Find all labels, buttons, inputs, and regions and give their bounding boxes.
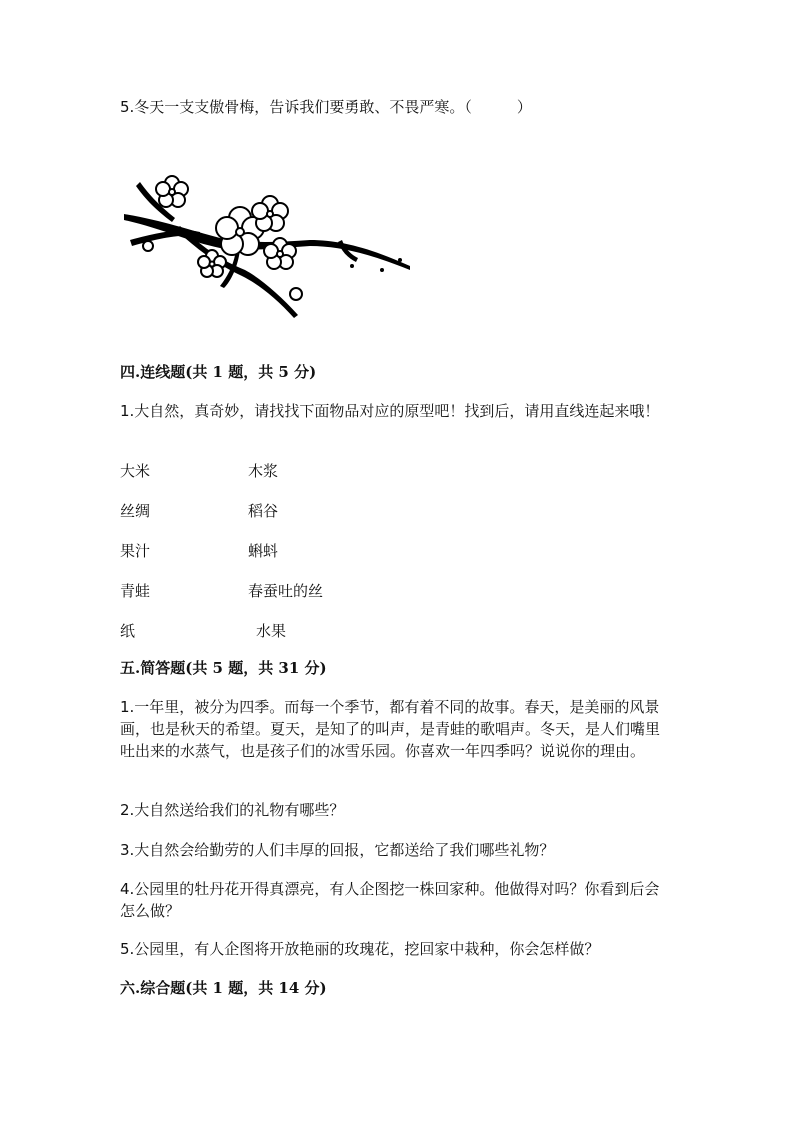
short-answer-question-3: 3.大自然会给勤劳的人们丰厚的回报，它都送给了我们哪些礼物？ (120, 841, 555, 859)
match-right-item: 木浆 (248, 462, 279, 480)
match-left-item: 果汁 (120, 542, 151, 560)
match-right-item: 春蚕吐的丝 (248, 582, 324, 600)
match-left-item: 丝绸 (120, 502, 151, 520)
section-5-heading: 五.简答题(共 5 题，共 31 分) (120, 659, 327, 677)
match-left-item: 纸 (120, 622, 136, 640)
section-4-heading: 四.连线题(共 1 题，共 5 分) (120, 363, 317, 381)
match-left-item: 青蛙 (120, 582, 151, 600)
plum-blossom-branch-icon (120, 170, 412, 320)
match-right-item: 稻谷 (248, 502, 279, 520)
short-answer-question-1: 1.一年里，被分为四季。而每一个季节，都有着不同的故事。春天，是美丽的风景画，也是秋天的希望。夏天，是知了的叫声，是青蛙的歌唱声。冬天，是人们嘴里吐出来的水蒸气，也是孩子们的冰雪乐园。你喜欢一年四季吗？说说你的理由。 (120, 698, 661, 760)
short-answer-question-2: 2.大自然送给我们的礼物有哪些？ (120, 801, 345, 819)
match-right-item: 蝌蚪 (248, 542, 279, 560)
section-6-heading: 六.综合题(共 1 题，共 14 分) (120, 979, 327, 997)
matching-question-intro: 1.大自然，真奇妙，请找找下面物品对应的原型吧！找到后，请用直线连起来哦！ (120, 402, 660, 420)
question-5-plum-blossom: 5.冬天一支支傲骨梅，告诉我们要勇敢、不畏严寒。（ ） (120, 98, 532, 116)
short-answer-question-5: 5.公园里，有人企图将开放艳丽的玫瑰花，挖回家中栽种，你会怎样做？ (120, 940, 600, 958)
short-answer-question-4: 4.公园里的牡丹花开得真漂亮，有人企图挖一株回家种。他做得对吗？你看到后会怎么做？ (120, 880, 660, 920)
match-right-item: 水果 (256, 622, 287, 640)
match-left-item: 大米 (120, 462, 151, 480)
